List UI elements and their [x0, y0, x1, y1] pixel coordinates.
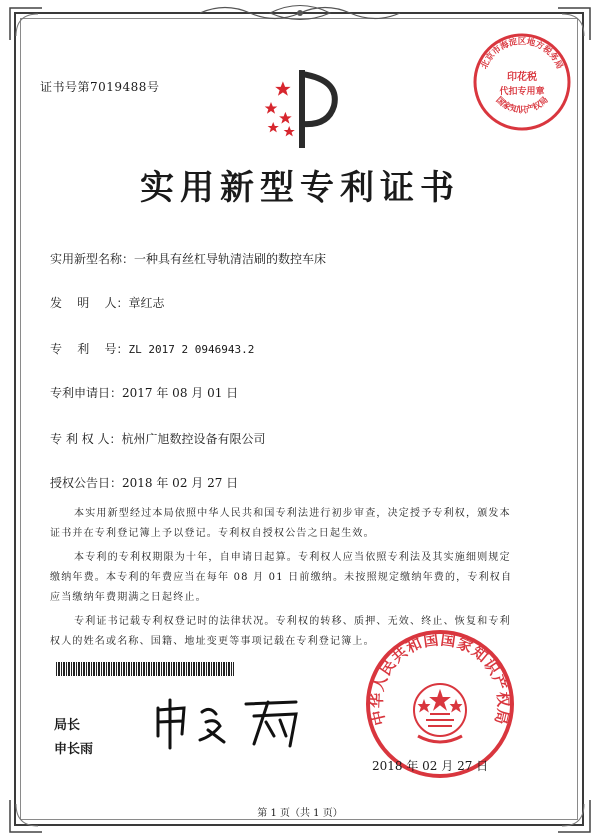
field-label: 发 明 人：	[50, 296, 129, 310]
body-paragraph: 专利证书记载专利权登记时的法律状况。专利权的转移、质押、无效、终止、恢复和专利权人的姓名或名称、国籍、地址变更等事项记载在专利登记簿上。	[50, 616, 511, 647]
tax-stamp-bottom-text: 国家知识产权局	[493, 95, 551, 116]
field-patentee	[50, 430, 265, 447]
national-emblem-icon	[414, 684, 466, 742]
field-grant-date	[50, 474, 238, 491]
field-application-date	[50, 384, 238, 401]
top-ornament-icon	[200, 2, 400, 24]
svg-text:中华人民共和国国家知识产权局	[368, 630, 513, 727]
page-number: 第 1 页（共 1 页）	[257, 808, 343, 819]
tax-stamp-seal	[470, 30, 574, 134]
certificate-title: 实用新型专利证书	[140, 168, 460, 208]
body-paragraph: 本实用新型经过本局依照中华人民共和国专利法进行初步审查，决定授予专利权，颁发本证书并在专利登记簿上予以登记。专利权自授权公告之日起生效。	[50, 508, 511, 539]
field-value: ZL 2017 2 0946943.2	[128, 343, 255, 356]
patent-office-logo-icon	[262, 66, 342, 152]
signature-title: 局长	[54, 718, 81, 733]
field-label: 专 利 权 人：	[50, 432, 122, 446]
tax-stamp-line1: 印花税	[507, 72, 537, 83]
seal-date: 2018 年 02 月 27 日	[372, 759, 489, 773]
field-value: 章红志	[128, 296, 165, 310]
tax-stamp-line2: 代扣专用章	[499, 87, 545, 97]
field-label: 专利申请日：	[50, 386, 123, 400]
field-utility-model-name	[50, 250, 326, 267]
field-inventor	[50, 294, 165, 311]
body-paragraph: 本专利的专利权期限为十年，自申请日起算。专利权人应当依照专利法及其实施细则规定缴纳年费。本专利的年费应当在每年 08 月 01 日前缴纳。未按照规定缴纳年费的，专利权自应当缴纳年费期满之日起终止。	[50, 552, 513, 603]
corner-ornament-icon	[8, 6, 44, 42]
field-label: 授权公告日：	[50, 476, 123, 490]
certificate-number: 证书号第7019488号	[40, 80, 160, 94]
seal-text: 中华人民共和国国家知识产权局	[367, 630, 513, 728]
handwritten-signature-icon	[150, 696, 310, 752]
field-patent-number	[50, 340, 254, 357]
svg-text:国家知识产权局	[494, 95, 551, 116]
barcode	[56, 662, 234, 676]
field-label: 专 利 号：	[50, 342, 129, 356]
field-value: 杭州广旭数控设备有限公司	[121, 432, 266, 446]
tax-stamp-top-text: 北京市海淀区地方税务局	[479, 37, 565, 71]
field-value: 2018 年 02 月 27 日	[122, 476, 239, 490]
svg-text:北京市海淀区地方税务局	[479, 36, 565, 71]
field-value: 一种具有丝杠导轨清洁刷的数控车床	[134, 252, 327, 266]
field-label: 实用新型名称：	[50, 252, 135, 266]
field-value: 2017 年 08 月 01 日	[122, 386, 239, 400]
signature-name: 申长雨	[54, 742, 94, 757]
